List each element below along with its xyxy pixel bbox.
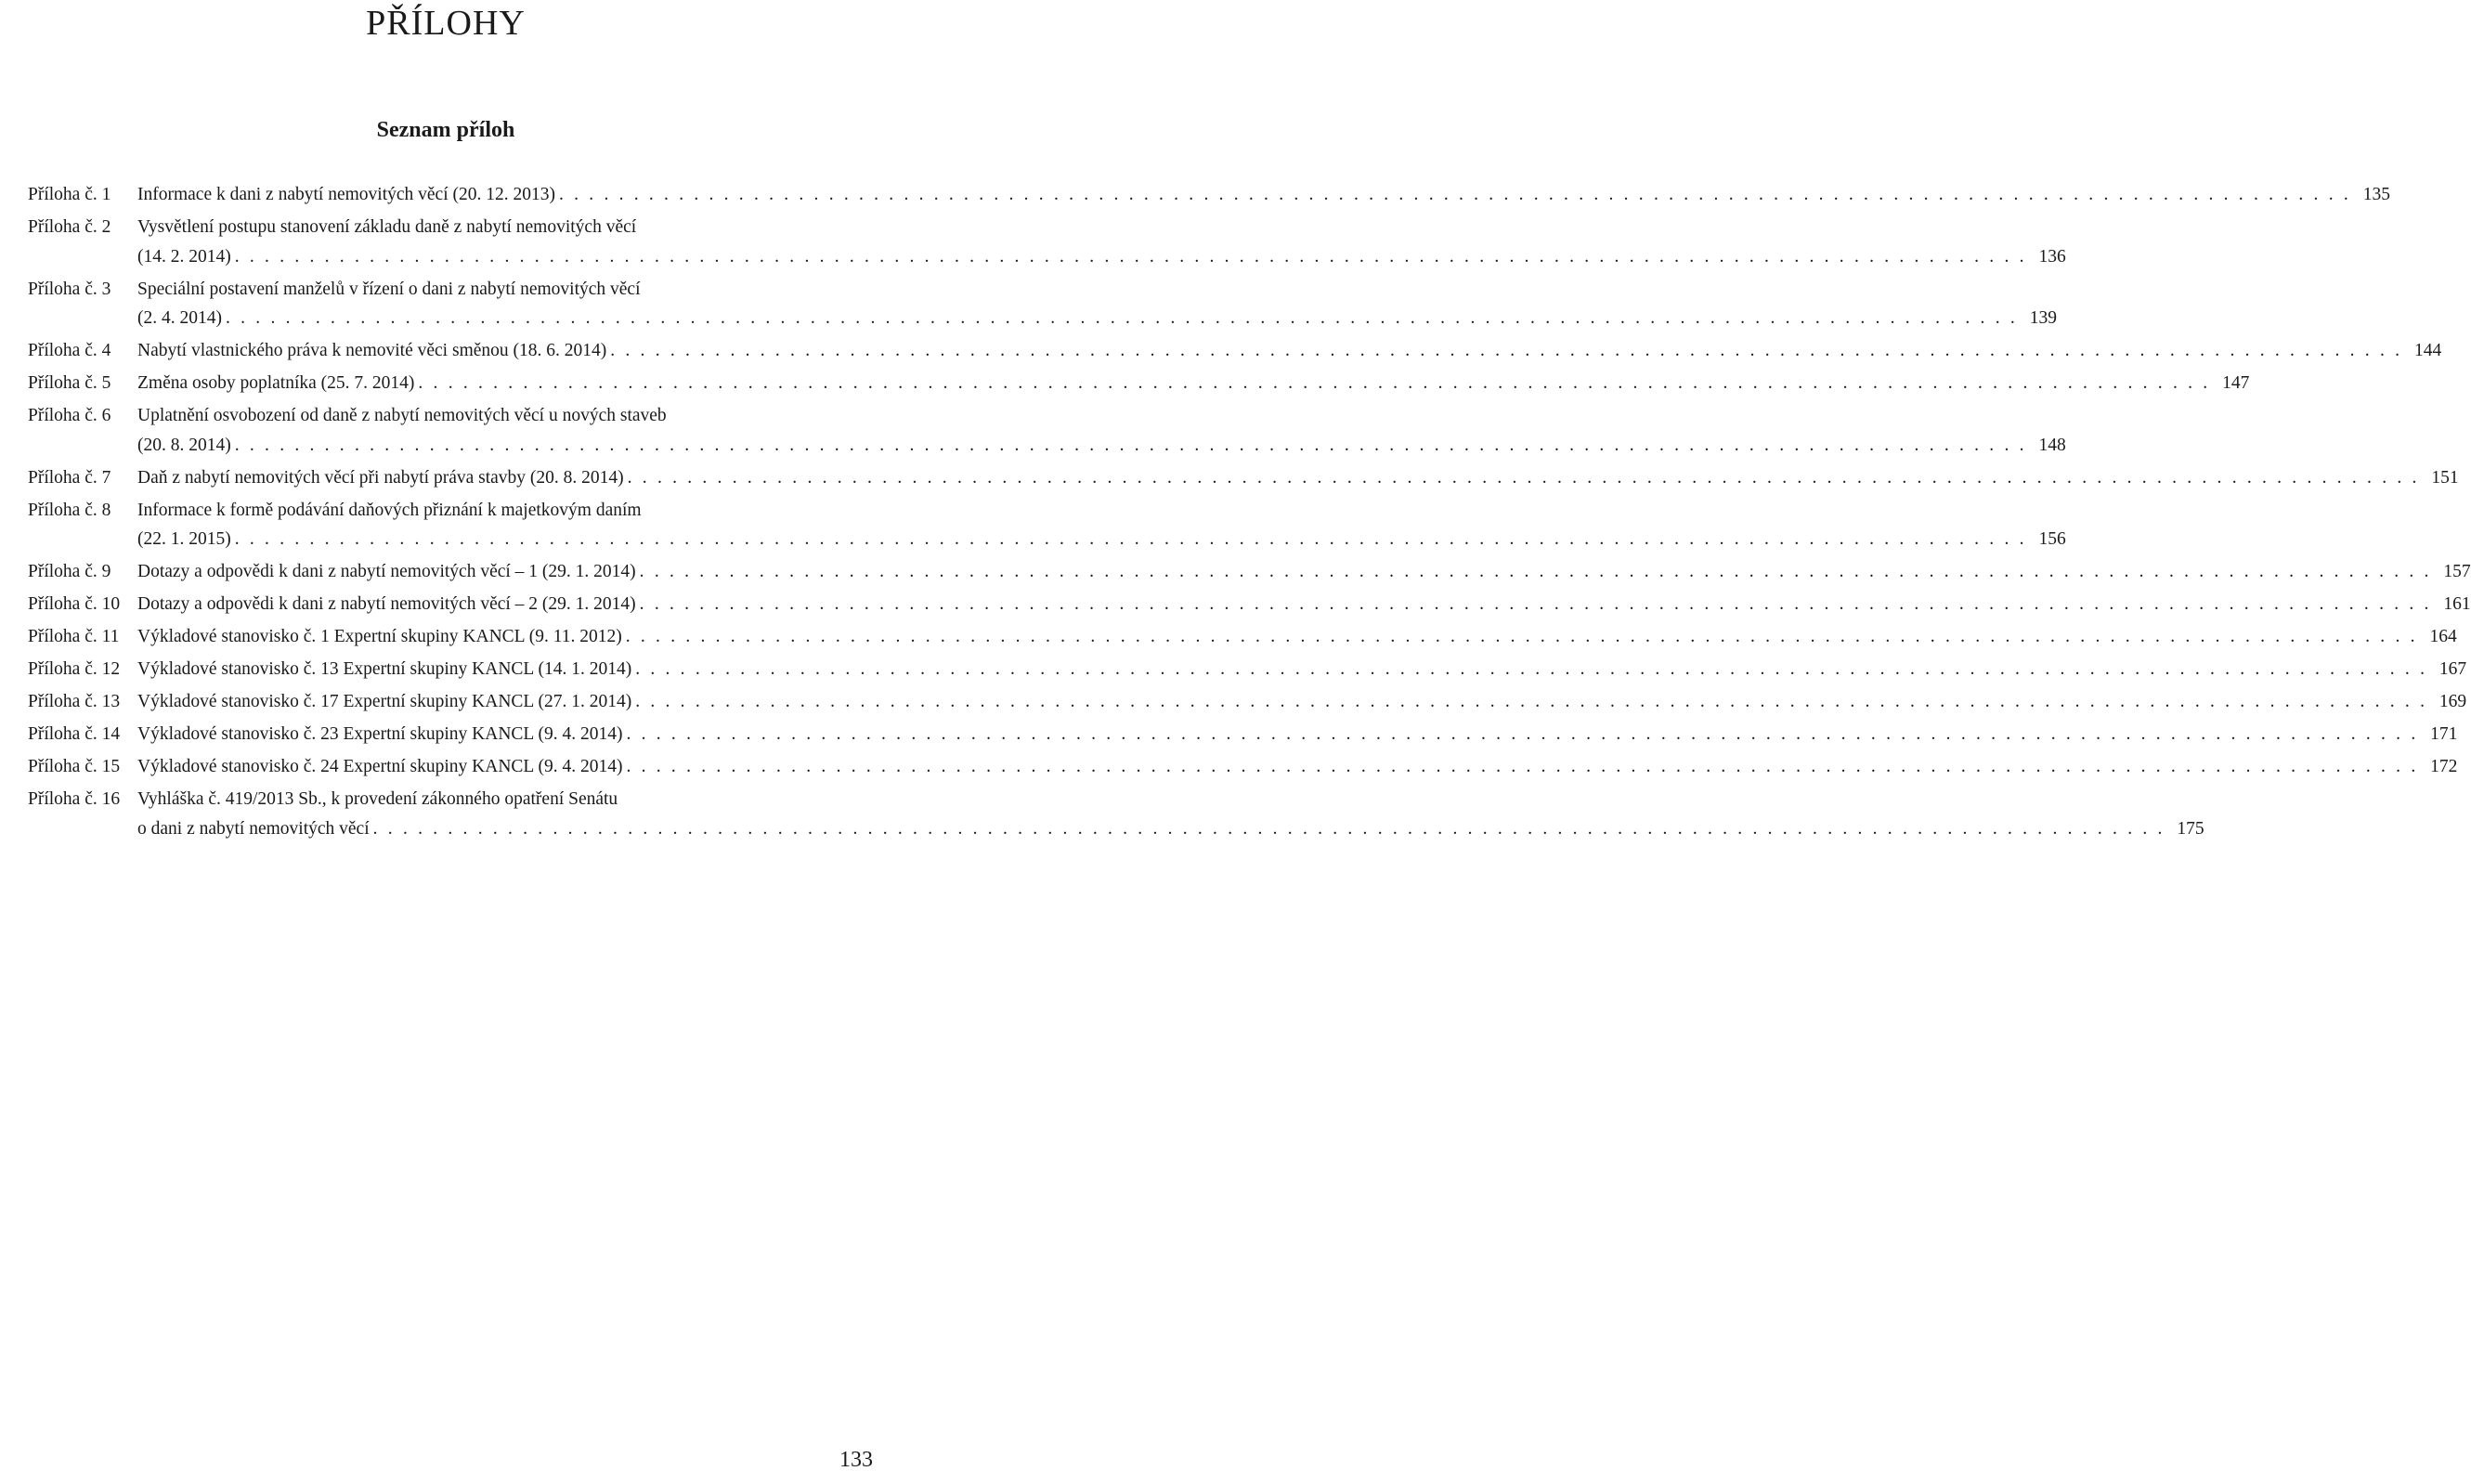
toc-entry-page: 164 xyxy=(2429,627,2457,646)
toc-entry-label: Příloha č. 12 xyxy=(28,659,121,679)
toc-entry-title: Daň z nabytí nemovitých věcí při nabytí práva stavby (20. 8. 2014) xyxy=(137,467,624,488)
dot-leader: . . . . . . . . . . . . . . . . . . . . . . . . . . . . . . . . . . . . . . . . . . . . . . . . . . . . . . . . . . . . . . . . . . . . . . . . . . . . . . . . . . . . . . . . . . . . . . . . . . . . . . . . . . . . . . . . . . . . . . . . xyxy=(626,724,2419,744)
toc-entry-page: 156 xyxy=(2038,529,2066,549)
dot-leader: . . . . . . . . . . . . . . . . . . . . . . . . . . . . . . . . . . . . . . . . . . . . . . . . . . . . . . . . . . . . . . . . . . . . . . . . . . . . . . . . . . . . . . . . . . . . . . . . . . . . . . . . . . . . . . . . . . . . . . . . xyxy=(627,467,2420,488)
toc-entry-line-last xyxy=(137,336,2442,366)
dot-leader: . . . . . . . . . . . . . . . . . . . . . . . . . . . . . . . . . . . . . . . . . . . . . . . . . . . . . . . . . . . . . . . . . . . . . . . . . . . . . . . . . . . . . . . . . . . . . . . . . . . . . . . . . . . . . . . . . . . . . . . . xyxy=(625,627,2418,646)
toc-entry[interactable] xyxy=(28,213,2066,271)
toc-entry-line xyxy=(137,275,878,305)
toc-entry-title: Výkladové stanovisko č. 1 Expertní skupiny KANCL (9. 11. 2012) xyxy=(137,627,622,646)
toc-entry-line xyxy=(137,496,878,526)
toc-entry-title: Změna osoby poplatníka (25. 7. 2014) xyxy=(137,373,415,393)
toc-entry-label: Příloha č. 11 xyxy=(28,627,120,646)
toc-entry-line-last xyxy=(137,687,2467,717)
toc-entry-line-last xyxy=(137,590,2471,619)
toc-entry-page: 151 xyxy=(2431,467,2459,488)
toc-entry-label: Příloha č. 10 xyxy=(28,594,121,614)
page-number: 133 xyxy=(839,1448,873,1472)
dot-leader: . . . . . . . . . . . . . . . . . . . . . . . . . . . . . . . . . . . . . . . . . . . . . . . . . . . . . . . . . . . . . . . . . . . . . . . . . . . . . . . . . . . . . . . . . . . . . . . . . . . . . . . . . . . . . . . . . . . . . . . . xyxy=(226,308,2018,328)
toc-entry-line-last xyxy=(137,242,2066,272)
toc-entry-title: (2. 4. 2014) xyxy=(137,308,222,328)
toc-entry-label: Příloha č. 13 xyxy=(28,692,121,711)
dot-leader: . . . . . . . . . . . . . . . . . . . . . . . . . . . . . . . . . . . . . . . . . . . . . . . . . . . . . . . . . . . . . . . . . . . . . . . . . . . . . . . . . . . . . . . . . . . . . . . . . . . . . . . . . . . . . . . . . . . . . . . . xyxy=(610,341,2403,360)
toc-entry-page: 167 xyxy=(2438,659,2467,679)
toc-entry-title: (14. 2. 2014) xyxy=(137,246,231,267)
toc-entry-title: Dotazy a odpovědi k dani z nabytí nemovitých věcí – 1 (29. 1. 2014) xyxy=(137,562,636,581)
toc-entry-line-last xyxy=(137,720,2458,749)
toc-entry-label: Příloha č. 2 xyxy=(28,217,111,237)
table-of-contents xyxy=(28,180,2471,847)
toc-entry-line-last xyxy=(137,304,2057,333)
toc-entry[interactable] xyxy=(28,401,2066,460)
toc-entry[interactable] xyxy=(28,785,2204,843)
toc-entry-page: 161 xyxy=(2443,594,2471,614)
dot-leader: . . . . . . . . . . . . . . . . . . . . . . . . . . . . . . . . . . . . . . . . . . . . . . . . . . . . . . . . . . . . . . . . . . . . . . . . . . . . . . . . . . . . . . . . . . . . . . . . . . . . . . . . . . . . . . . . . . . . . . . . xyxy=(639,594,2432,614)
toc-entry-line xyxy=(137,785,878,814)
dot-leader: . . . . . . . . . . . . . . . . . . . . . . . . . . . . . . . . . . . . . . . . . . . . . . . . . . . . . . . . . . . . . . . . . . . . . . . . . . . . . . . . . . . . . . . . . . . . . . . . . . . . . . . . . . . . . . . . . . . . . . . . xyxy=(234,529,2027,549)
toc-entry-line-last xyxy=(137,525,2066,554)
toc-entry-title: Informace k formě podávání daňových přiznání k majetkovým daním xyxy=(137,500,642,520)
dot-leader: . . . . . . . . . . . . . . . . . . . . . . . . . . . . . . . . . . . . . . . . . . . . . . . . . . . . . . . . . . . . . . . . . . . . . . . . . . . . . . . . . . . . . . . . . . . . . . . . . . . . . . . . . . . . . . . . . . . . . . . . xyxy=(418,373,2211,393)
toc-entry-label: Příloha č. 6 xyxy=(28,406,111,425)
dot-leader: . . . . . . . . . . . . . . . . . . . . . . . . . . . . . . . . . . . . . . . . . . . . . . . . . . . . . . . . . . . . . . . . . . . . . . . . . . . . . . . . . . . . . . . . . . . . . . . . . . . . . . . . . . . . . . . . . . . . . . . . xyxy=(635,659,2428,679)
toc-entry-line-last xyxy=(137,463,2459,493)
toc-entry[interactable] xyxy=(28,496,2066,554)
dot-leader: . . . . . . . . . . . . . . . . . . . . . . . . . . . . . . . . . . . . . . . . . . . . . . . . . . . . . . . . . . . . . . . . . . . . . . . . . . . . . . . . . . . . . . . . . . . . . . . . . . . . . . . . . . . . . . . . . . . . . . . . xyxy=(234,246,2027,267)
toc-entry[interactable] xyxy=(28,655,2467,684)
toc-entry-title: Výkladové stanovisko č. 24 Expertní skupiny KANCL (9. 4. 2014) xyxy=(137,757,623,776)
toc-entry-page: 175 xyxy=(2177,818,2204,839)
toc-entry[interactable] xyxy=(28,275,2057,333)
toc-entry[interactable] xyxy=(28,752,2458,782)
section-subtitle: Seznam příloh xyxy=(376,118,515,142)
toc-entry[interactable] xyxy=(28,180,2390,210)
toc-entry-page: 144 xyxy=(2413,341,2442,360)
toc-entry-title: Výkladové stanovisko č. 17 Expertní skupiny KANCL (27. 1. 2014) xyxy=(137,692,632,711)
toc-entry-line-last xyxy=(137,655,2467,684)
toc-entry-title: (20. 8. 2014) xyxy=(137,435,231,455)
toc-entry-page: 157 xyxy=(2443,562,2471,581)
toc-entry-title: o dani z nabytí nemovitých věcí xyxy=(137,818,370,839)
toc-entry-title: Vysvětlení postupu stanovení základu daně z nabytí nemovitých věcí xyxy=(137,217,637,237)
toc-entry-line-last xyxy=(137,622,2457,652)
toc-entry[interactable] xyxy=(28,687,2467,717)
toc-entry-page: 172 xyxy=(2430,757,2458,776)
toc-entry-title: Nabytí vlastnického práva k nemovité věci směnou (18. 6. 2014) xyxy=(137,341,607,360)
toc-entry-page: 136 xyxy=(2038,246,2066,267)
toc-entry-title: Výkladové stanovisko č. 13 Expertní skupiny KANCL (14. 1. 2014) xyxy=(137,659,632,679)
toc-entry-title: Výkladové stanovisko č. 23 Expertní skupiny KANCL (9. 4. 2014) xyxy=(137,724,623,744)
toc-entry-line-last xyxy=(137,752,2458,782)
toc-entry[interactable] xyxy=(28,463,2459,493)
toc-entry-title: Informace k dani z nabytí nemovitých věcí (20. 12. 2013) xyxy=(137,185,555,204)
toc-entry-label: Příloha č. 9 xyxy=(28,562,111,581)
toc-entry-page: 135 xyxy=(2362,185,2390,204)
page-title: PŘÍLOHY xyxy=(366,4,526,43)
dot-leader: . . . . . . . . . . . . . . . . . . . . . . . . . . . . . . . . . . . . . . . . . . . . . . . . . . . . . . . . . . . . . . . . . . . . . . . . . . . . . . . . . . . . . . . . . . . . . . . . . . . . . . . . . . . . . . . . . . . . . . . . xyxy=(234,435,2027,455)
dot-leader: . . . . . . . . . . . . . . . . . . . . . . . . . . . . . . . . . . . . . . . . . . . . . . . . . . . . . . . . . . . . . . . . . . . . . . . . . . . . . . . . . . . . . . . . . . . . . . . . . . . . . . . . . . . . . . . . . . . . . . . . xyxy=(372,818,2165,839)
toc-entry-title: Dotazy a odpovědi k dani z nabytí nemovitých věcí – 2 (29. 1. 2014) xyxy=(137,594,636,614)
toc-entry-title: Speciální postavení manželů v řízení o dani z nabytí nemovitých věcí xyxy=(137,279,641,299)
toc-entry-title: Vyhláška č. 419/2013 Sb., k provedení zákonného opatření Senátu xyxy=(137,789,618,809)
toc-entry-label: Příloha č. 15 xyxy=(28,757,121,776)
toc-entry-title: Uplatnění osvobození od daně z nabytí nemovitých věcí u nových staveb xyxy=(137,406,667,425)
toc-entry-label: Příloha č. 14 xyxy=(28,724,121,744)
toc-entry-page: 147 xyxy=(2222,373,2250,393)
toc-entry[interactable] xyxy=(28,336,2442,366)
toc-entry-title: (22. 1. 2015) xyxy=(137,529,231,549)
toc-entry-label: Příloha č. 16 xyxy=(28,789,121,809)
toc-entry-label: Příloha č. 7 xyxy=(28,467,111,488)
toc-entry-line-last xyxy=(137,431,2066,461)
toc-entry[interactable] xyxy=(28,622,2457,652)
toc-entry-line-last xyxy=(137,180,2390,210)
toc-entry[interactable] xyxy=(28,369,2250,398)
toc-entry-line-last xyxy=(137,557,2471,587)
toc-entry-label: Příloha č. 3 xyxy=(28,279,111,299)
toc-entry-label: Příloha č. 4 xyxy=(28,341,111,360)
dot-leader: . . . . . . . . . . . . . . . . . . . . . . . . . . . . . . . . . . . . . . . . . . . . . . . . . . . . . . . . . . . . . . . . . . . . . . . . . . . . . . . . . . . . . . . . . . . . . . . . . . . . . . . . . . . . . . . . . . . . . . . . xyxy=(635,692,2428,711)
toc-entry[interactable] xyxy=(28,557,2471,587)
toc-entry-label: Příloha č. 1 xyxy=(28,185,111,204)
toc-entry-page: 148 xyxy=(2038,435,2066,455)
dot-leader: . . . . . . . . . . . . . . . . . . . . . . . . . . . . . . . . . . . . . . . . . . . . . . . . . . . . . . . . . . . . . . . . . . . . . . . . . . . . . . . . . . . . . . . . . . . . . . . . . . . . . . . . . . . . . . . . . . . . . . . . xyxy=(559,185,2351,204)
toc-entry-line xyxy=(137,401,878,431)
toc-entry-label: Příloha č. 8 xyxy=(28,500,111,520)
toc-entry-page: 139 xyxy=(2029,308,2057,328)
toc-entry-line-last xyxy=(137,369,2250,398)
toc-entry-page: 171 xyxy=(2430,724,2458,744)
toc-entry-page: 169 xyxy=(2438,692,2467,711)
toc-entry[interactable] xyxy=(28,590,2471,619)
toc-entry-line xyxy=(137,213,878,242)
dot-leader: . . . . . . . . . . . . . . . . . . . . . . . . . . . . . . . . . . . . . . . . . . . . . . . . . . . . . . . . . . . . . . . . . . . . . . . . . . . . . . . . . . . . . . . . . . . . . . . . . . . . . . . . . . . . . . . . . . . . . . . . xyxy=(639,562,2432,581)
toc-entry-label: Příloha č. 5 xyxy=(28,373,111,393)
toc-entry-line-last xyxy=(137,814,2204,844)
toc-entry[interactable] xyxy=(28,720,2458,749)
dot-leader: . . . . . . . . . . . . . . . . . . . . . . . . . . . . . . . . . . . . . . . . . . . . . . . . . . . . . . . . . . . . . . . . . . . . . . . . . . . . . . . . . . . . . . . . . . . . . . . . . . . . . . . . . . . . . . . . . . . . . . . . xyxy=(626,757,2419,776)
